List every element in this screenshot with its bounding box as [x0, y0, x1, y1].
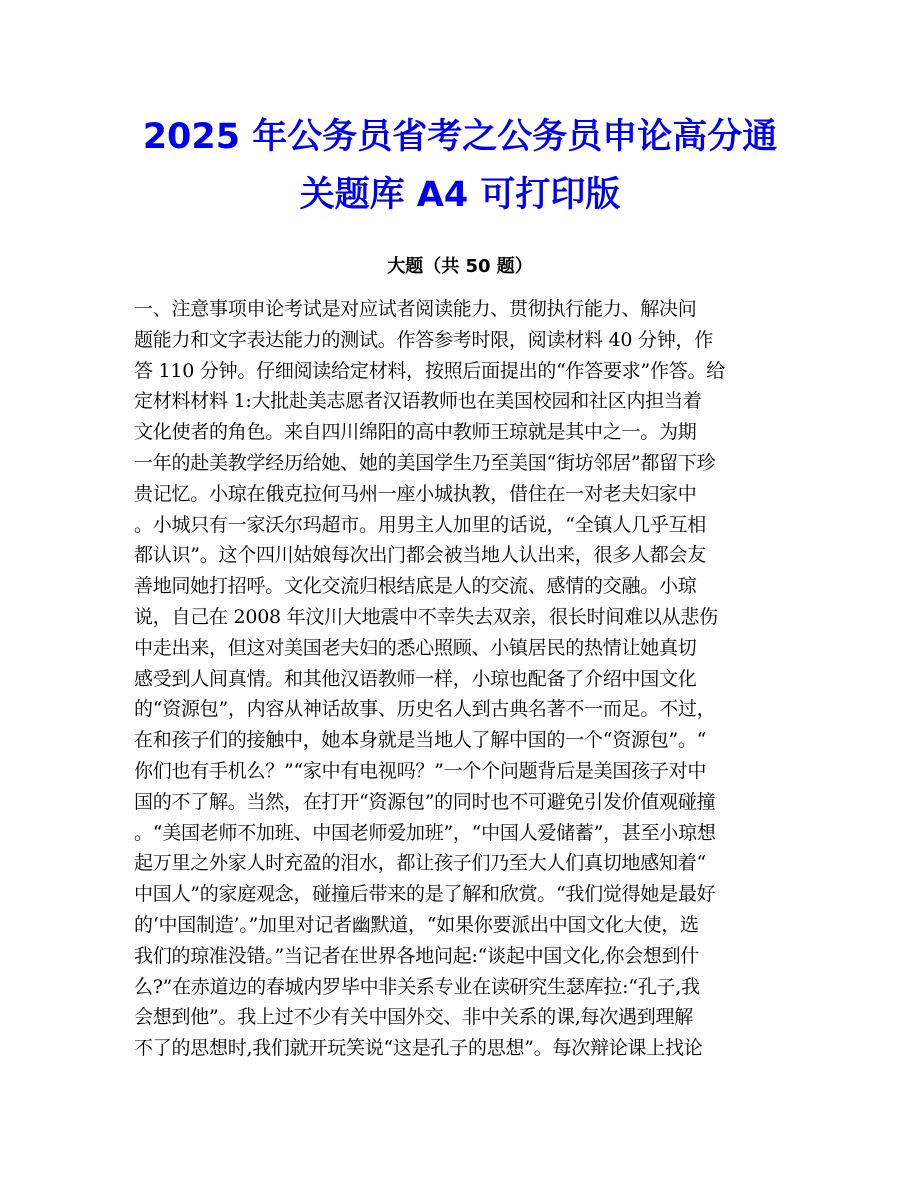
body-line: 贵记忆。小琼在俄克拉何马州一座小城执教，借住在一对老夫妇家中	[134, 482, 697, 505]
body-line: 国的不了解。当然，在打开“资源包”的同时也不可避免引发价值观碰撞	[134, 790, 716, 813]
body-line: 。小城只有一家沃尔玛超市。用男主人加里的话说，“全镇人几乎互相	[134, 513, 706, 536]
body-line: 的“资源包”，内容从神话故事、历史名人到古典名著不一而足。不过，	[134, 698, 716, 721]
body-line: 答 110 分钟。仔细阅读给定材料，按照后面提出的“作答要求”作答。给	[134, 359, 726, 382]
body-line: 一年的赴美教学经历给她、她的美国学生乃至美国“街坊邻居”都留下珍	[134, 451, 716, 474]
body-line: 定材料材料 1:大批赴美志愿者汉语教师也在美国校园和社区内担当着	[134, 390, 702, 413]
document-title-line-2: 关题库 A4 可打印版	[299, 175, 621, 215]
body-line: 中走出来，但这对美国老夫妇的悉心照顾、小镇居民的热情让她真切	[134, 636, 697, 659]
body-line: 题能力和文字表达能力的测试。作答参考时限，阅读材料 40 分钟，作	[134, 328, 714, 351]
body-line: 中国人”的家庭观念，碰撞后带来的是了解和欣赏。“我们觉得她是最好	[134, 883, 716, 906]
body-line: 不了的思想时,我们就开玩笑说“这是孔子的思想”。每次辩论课上找论	[134, 1037, 703, 1060]
body-line: 会想到他”。我上过不少有关中国外交、非中关系的课,每次遇到理解	[134, 1006, 694, 1029]
body-line: 起万里之外家人时充盈的泪水，都让孩子们乃至大人们真切地感知着“	[134, 852, 706, 875]
body-line: 说，自己在 2008 年汶川大地震中不幸失去双亲，很长时间难以从悲伤	[134, 605, 718, 628]
body-line: 。“美国老师不加班、中国老师爱加班”，“中国人爱储蓄”，甚至小琼想	[134, 821, 716, 844]
body-line: 我们的琼准没错。”当记者在世界各地问起:“谈起中国文化,你会想到什	[134, 944, 700, 967]
section-heading: 大题（共 50 题）	[387, 256, 533, 277]
body-line: 你们也有手机么？”“家中有电视吗？”一个个问题背后是美国孩子对中	[134, 759, 707, 782]
body-line: 在和孩子们的接触中，她本身就是当地人了解中国的一个“资源包”。“	[134, 729, 707, 752]
body-line: 么?”在赤道边的春城内罗毕中非关系专业在读研究生瑟库拉:“孔子,我	[134, 975, 700, 998]
body-line: 文化使者的角色。来自四川绵阳的高中教师王琼就是其中之一。为期	[134, 421, 697, 444]
document-title-line-1: 2025 年公务员省考之公务员申论高分通	[142, 117, 778, 157]
body-line: 的‘中国制造’。”加里对记者幽默道，“如果你要派出中国文化大使，选	[134, 913, 699, 936]
body-line: 感受到人间真情。和其他汉语教师一样，小琼也配备了介绍中国文化	[134, 667, 697, 690]
question-body	[134, 294, 786, 1064]
body-line: 一、注意事项申论考试是对应试者阅读能力、贯彻执行能力、解决问	[134, 298, 697, 320]
document-title	[90, 108, 830, 224]
body-line: 善地同她打招呼。文化交流归根结底是人的交流、感情的交融。小琼	[134, 575, 697, 598]
body-line: 都认识”。这个四川姑娘每次出门都会被当地人认出来，很多人都会友	[134, 544, 706, 567]
